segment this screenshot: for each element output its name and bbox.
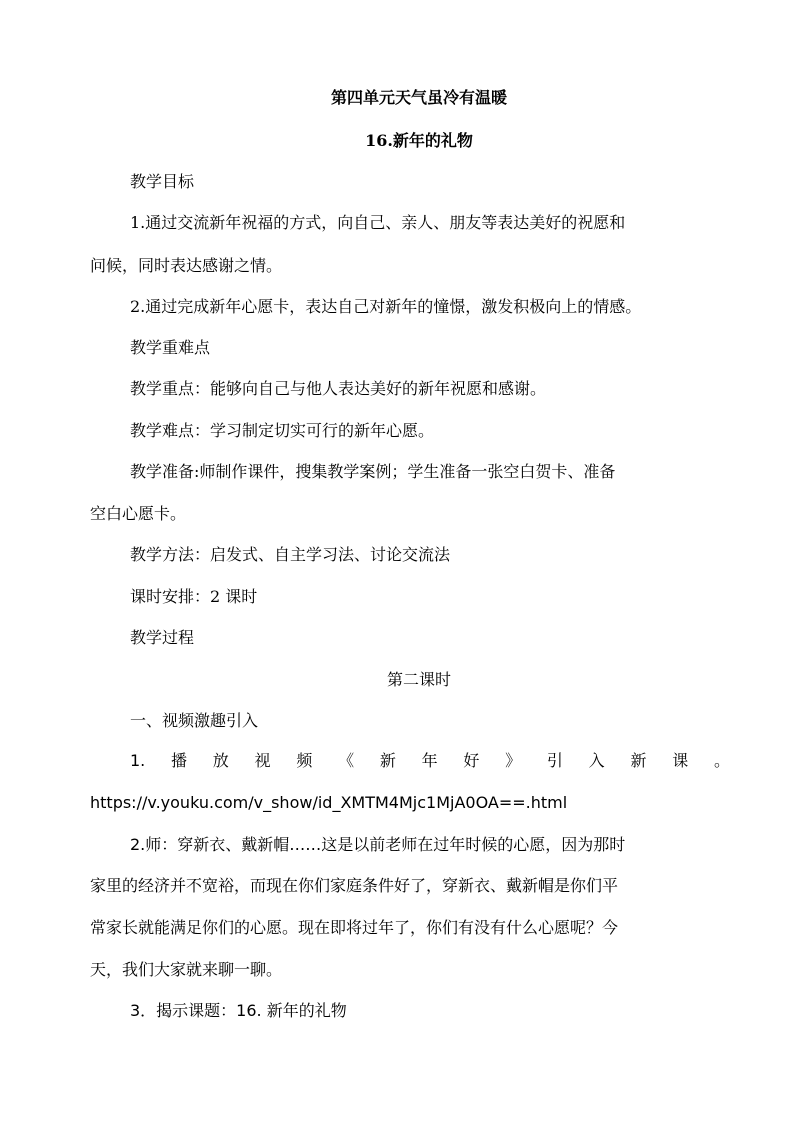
- section-1-heading: 一、视频激趣引入: [130, 711, 259, 730]
- step-1-char: 视: [254, 751, 271, 770]
- key-difficult-heading: 教学重难点: [130, 338, 211, 357]
- step-1-char: 《: [338, 751, 355, 770]
- step-1-char: 年: [421, 751, 438, 770]
- lesson-title: 16.新年的礼物: [365, 131, 473, 150]
- step-1-line: [130, 751, 730, 771]
- schedule: 课时安排：2 课时: [130, 587, 258, 606]
- key-point: 教学重点：能够向自己与他人表达美好的新年祝愿和感谢。: [130, 379, 547, 398]
- step-2-line-3: 常家长就能满足你们的心愿。现在即将过年了，你们有没有什么心愿呢？今: [90, 918, 619, 937]
- step-1-char: 引: [546, 751, 563, 770]
- step-1-char: 》: [505, 751, 522, 770]
- step-1-char: 1.: [130, 751, 146, 770]
- preparation-line-1: 教学准备:师制作课件，搜集教学案例；学生准备一张空白贺卡、准备: [130, 462, 616, 481]
- step-2-line-2: 家里的经济并不宽裕，而现在你们家庭条件好了，穿新衣、戴新帽是你们平: [90, 876, 619, 895]
- step-1-char: 频: [296, 751, 313, 770]
- unit-title: 第四单元天气虽冷有温暖: [330, 88, 507, 107]
- step-1-char: 新: [630, 751, 647, 770]
- step-1-char: 放: [212, 751, 229, 770]
- teaching-methods: 教学方法：启发式、自主学习法、讨论交流法: [130, 545, 451, 564]
- process-heading: 教学过程: [130, 628, 195, 647]
- period-title: 第二课时: [386, 670, 451, 689]
- goal-2: 2.通过完成新年心愿卡，表达自己对新年的憧憬，激发积极向上的情感。: [130, 297, 642, 316]
- step-1-char: 新: [379, 751, 396, 770]
- step-1-url: https://v.youku.com/v_show/id_XMTM4Mjc1MjA0OA==.html: [90, 793, 568, 812]
- goals-heading: 教学目标: [130, 172, 195, 191]
- step-1-char: 播: [171, 751, 188, 770]
- step-1-char: 好: [463, 751, 480, 770]
- difficult-point: 教学难点：学习制定切实可行的新年心愿。: [130, 421, 435, 440]
- goal-1-line-2: 问候，同时表达感谢之情。: [90, 256, 283, 275]
- step-2-line-1: 2.师：穿新衣、戴新帽……这是以前老师在过年时候的心愿，因为那时: [130, 835, 626, 854]
- step-1-char: 入: [588, 751, 605, 770]
- goal-1-line-1: 1.通过交流新年祝福的方式，向自己、亲人、朋友等表达美好的祝愿和: [130, 213, 626, 232]
- step-3: 3．揭示课题：16. 新年的礼物: [130, 1001, 347, 1020]
- step-2-line-4: 天，我们大家就来聊一聊。: [90, 960, 283, 979]
- step-1-char: 。: [713, 751, 730, 770]
- preparation-line-2: 空白心愿卡。: [90, 504, 187, 523]
- step-1-char: 课: [672, 751, 689, 770]
